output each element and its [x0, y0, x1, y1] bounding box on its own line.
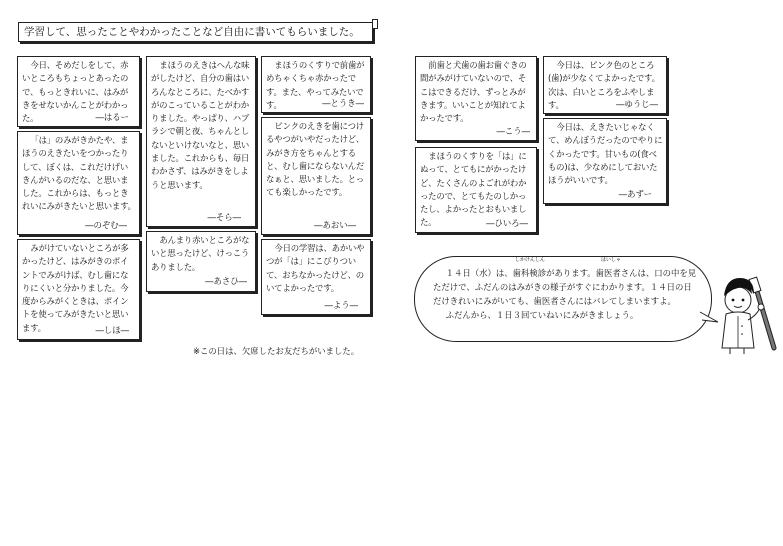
comment-text: まほうのくすりで前歯がめちゃくちゃ赤かったです。また、やってみたいです。 — [266, 60, 365, 110]
comment-signature: ―のぞむ― — [85, 219, 127, 230]
comment-signature: ―ゆうじ― — [616, 98, 658, 109]
comment-card-yuuji — [543, 56, 667, 114]
dental-checkup-notice — [414, 256, 712, 342]
comment-signature: ―あずー — [618, 188, 652, 199]
comment-card-you — [261, 239, 371, 315]
comment-card-nozomu — [17, 131, 140, 235]
comment-text: 「は」のみがきかたや、まほうのえきたいをつかったりして、ぼくは、これだけげいきんがいるのだな、と思いました。これからは、もっときれいにみがきたいと思います。 — [22, 135, 136, 212]
comment-card-azu — [543, 118, 667, 204]
notice-text-main: １４日（水）は、歯科検診があります。歯医者さんは、口の中を見ただけで、ふだんのはみがきの様子がすぐにわかります。１４日の日だけきれいにみがいても、歯医者さんにはバレてしまいますよ。 — [433, 268, 697, 306]
comment-signature: ―あさひ― — [205, 275, 247, 286]
comment-signature: ―こう― — [496, 125, 530, 136]
ruby-haisha: はいしゃ — [601, 257, 622, 263]
footnote: ※この日は、欠席したお友だちがいました。 — [193, 346, 360, 356]
ruby-kenshin: しかけんしん — [515, 257, 546, 263]
page-title: 学習して、思ったことやわかったことなど自由に書いてもらいました。 — [18, 22, 373, 42]
comment-signature: ―よう― — [324, 299, 358, 310]
comment-signature: ―そら― — [207, 211, 241, 222]
comment-card-sora — [146, 56, 256, 227]
comment-card-asahi — [146, 231, 256, 292]
comment-text: あんまり赤いところがないと思ったけど、けっこうありました。 — [151, 235, 250, 272]
comment-card-hiiro — [415, 147, 537, 233]
comment-text: 前歯と犬歯の歯お歯ぐきの間がみがけていないので、そこはできるだけ、ずっとみがきます。いいことが知れてよかったです。 — [420, 60, 527, 124]
comment-card-kourou — [415, 56, 537, 141]
comment-text: 今日の学習は、あかいやつが「は」にこびりついて、おちなかったけど、のいてよかったです。 — [266, 243, 365, 293]
comment-signature: ―あおい― — [314, 219, 356, 230]
comment-text: 今日は、ピンク色のところ(歯)が少なくてよかったです。次は、白いところをふやします。 — [548, 60, 660, 110]
comment-card-haru — [17, 56, 140, 127]
comment-card-touki — [261, 56, 371, 113]
notice-text-sub: ふだんから、１日３回ていねいにみがきましょう。 — [445, 310, 639, 320]
comment-card-shiho — [17, 239, 140, 340]
teacher-with-toothbrush-icon — [716, 270, 780, 356]
comment-text: まほうのくすりを「は」にぬって、とてもにがかったけど、たくさんのよごれがわかったので、とてもたのしかったし、よかったとおもいました。 — [420, 151, 527, 228]
comment-text: まほうのえきはへんな味がしたけど、自分の歯はいろんなところに、たべかすがのこっていることがわかりました。やっぱり、ハブラシで朝と夜、ちゃんとしないといけないなと、思いました。これからも、毎日わかさず、はみがきをしようと思います。 — [151, 60, 250, 190]
comment-text: ピンクのえきを歯につけるやつがいやだったけど、みがき方をちゃんとすると、むし歯にならないんだなぁと、思いました。とっても楽しかったです。 — [266, 121, 365, 198]
comment-card-aoi — [261, 117, 371, 235]
comment-text: 今日は、えきたいじゃなくて、めんぼうだったのでやりにくかったです。甘いもの(食べもの)は、少なめにしておいたほうがいいです。 — [548, 122, 663, 186]
comment-text: 今日、そめだしをして、赤いところもちょっとあったので、もっときれいに、はみがきをせないかんことがわかった。 — [22, 60, 129, 124]
title-decoration — [372, 19, 378, 29]
comment-signature: ―ひいろ― — [486, 217, 528, 228]
comment-signature: ―しほ― — [95, 324, 129, 335]
comment-signature: ―とうき― — [322, 97, 364, 108]
comment-text: みがけていないところが多かったけど、はみがきのポイントでみがけば、むし歯になりにくいと分かりました。今度からみがくときは、ポイントを使ってみがきたいと思います。 — [22, 243, 129, 333]
comment-signature: ―はるー — [95, 111, 129, 122]
